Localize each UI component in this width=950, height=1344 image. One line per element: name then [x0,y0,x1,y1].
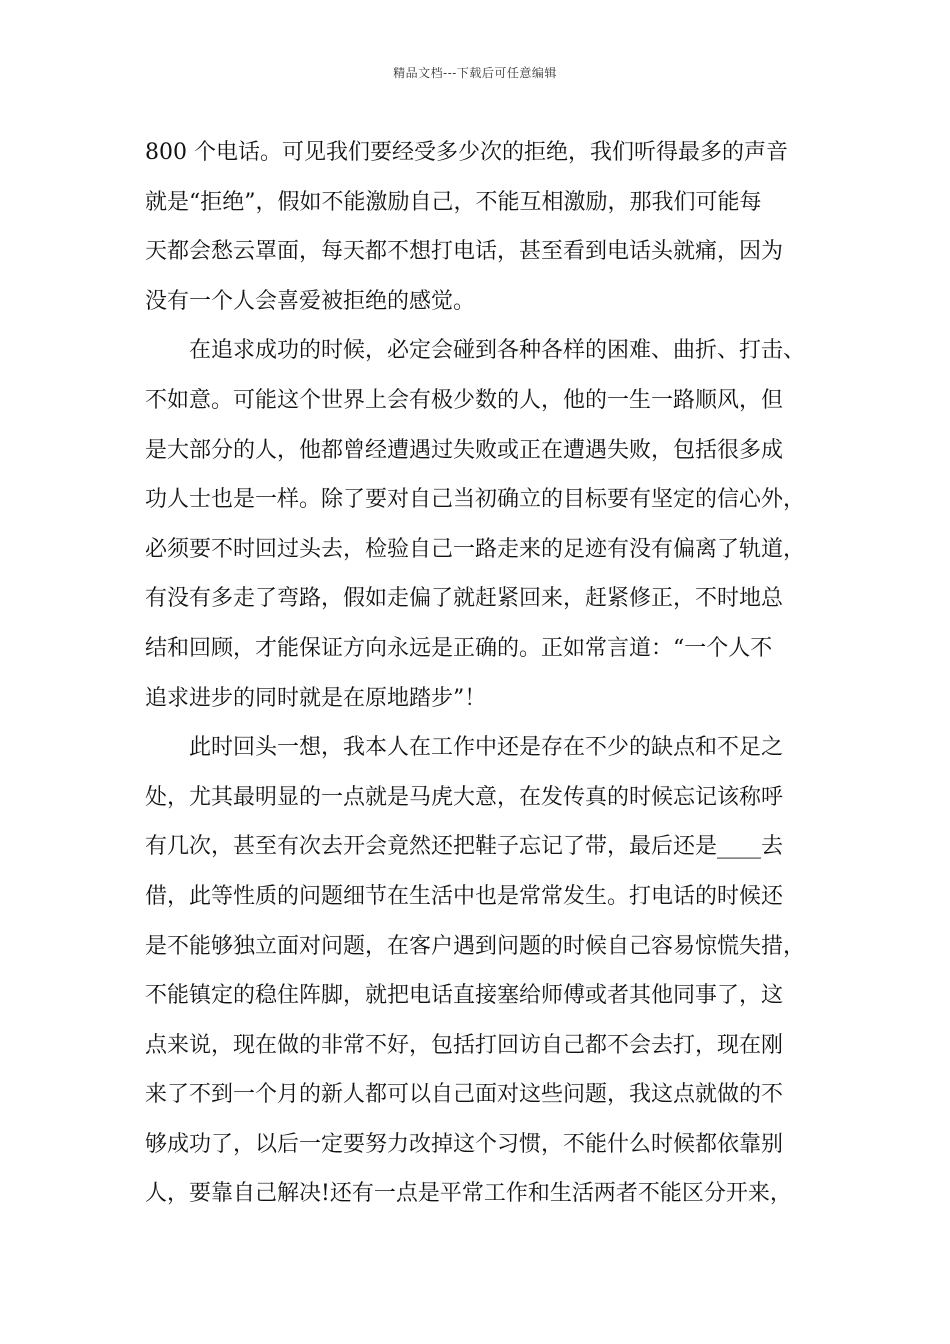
text-line: 人，要靠自己解决!还有一点是平常工作和生活两者不能区分开来， [145,1181,792,1207]
text-line: 天都会愁云罩面，每天都不想打电话，甚至看到电话头就痛，因为 [145,239,784,265]
text-line: 在追求成功的时候，必定会碰到各种各样的困难、曲折、打击、 [189,338,806,364]
text-line: 点来说，现在做的非常不好，包括打回访自己都不会去打，现在刚 [145,1032,784,1058]
paragraph-3 [145,723,807,1219]
text-line: 追求进步的同时就是在原地踏步”！ [145,685,487,711]
text-line: 来了不到一个月的新人都可以自己面对这些问题，我这点就做的不 [145,1082,784,1108]
text-line: 有几次，甚至有次去开会竟然还把鞋子忘记了带，最后还是____去 [145,834,784,860]
text-line: 够成功了，以后一定要努力改掉这个习惯，不能什么时候都依靠别 [145,1131,784,1157]
text-line: 不能镇定的稳住阵脚，就把电话直接塞给师傅或者其他同事了，这 [145,983,784,1009]
text-line: 处，尤其最明显的一点就是马虎大意，在发传真的时候忘记该称呼 [145,784,784,810]
text-line: 不如意。可能这个世界上会有极少数的人，他的一生一路顺风，但 [145,387,784,413]
paragraph-1 [145,128,807,326]
paragraph-2 [145,326,807,723]
text-line: 是不能够独立面对问题，在客户遇到问题的时候自己容易惊慌失措， [145,933,806,959]
text-line: 此时回头一想，我本人在工作中还是存在不少的缺点和不足之 [189,735,784,761]
text-line: 是大部分的人，他都曾经遭遇过失败或正在遭遇失败，包括很多成 [145,437,784,463]
text-line: 结和回顾，才能保证方向永远是正确的。正如常言道：“一个人不 [145,635,773,661]
text-line: 必须要不时回过头去，检验自己一路走来的足迹有没有偏离了轨道， [145,536,806,562]
text-line: 借，此等性质的问题细节在生活中也是常常发生。打电话的时候还 [145,883,784,909]
page-header: 精品文档---下载后可任意编辑 [393,66,557,80]
text-line: 没有一个人会喜爱被拒绝的感觉。 [145,288,476,314]
text-line: 功人士也是一样。除了要对自己当初确立的目标要有坚定的信心外， [145,487,806,513]
text-line: 有没有多走了弯路，假如走偏了就赶紧回来，赶紧修正，不时地总 [145,586,784,612]
document-body [145,128,807,1219]
text-line: 就是“拒绝”，假如不能激励自己，不能互相激励，那我们可能每 [145,189,762,215]
text-line: 800 个电话。可见我们要经受多少次的拒绝，我们听得最多的声音 [145,140,788,165]
